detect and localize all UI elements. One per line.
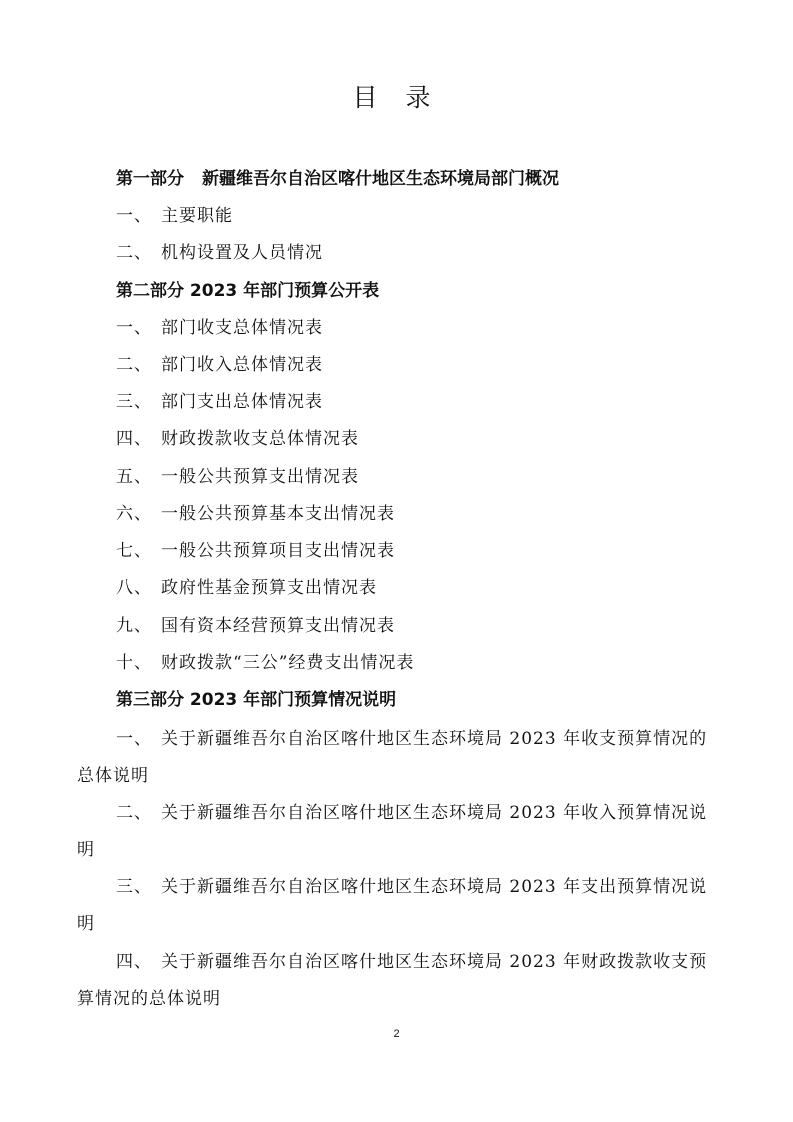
toc-item-text: 一般公共预算项目支出情况表: [161, 541, 395, 561]
toc-item-number: 一、: [116, 729, 152, 749]
toc-item: [116, 577, 377, 599]
toc-item-continuation: 算情况的总体说明: [77, 989, 221, 1009]
toc-item-text: 部门支出总体情况表: [161, 392, 323, 412]
toc-item-continuation: 总体说明: [77, 766, 149, 786]
toc-item-number: 四、: [116, 429, 152, 449]
toc-item-number: 五、: [116, 467, 152, 487]
toc-item-text: 财政拨款“三公”经费支出情况表: [161, 653, 415, 673]
toc-item-text: 关于新疆维吾尔自治区喀什地区生态环境局 2023 年支出预算情况说: [161, 877, 708, 897]
toc-item-number: 七、: [116, 541, 152, 561]
toc-item: [116, 354, 323, 376]
toc-part-3-heading: 第三部分 2023 年部门预算情况说明: [116, 690, 397, 710]
toc-item: [116, 317, 323, 339]
toc-item-number: 一、: [116, 318, 152, 338]
toc-item-text: 政府性基金预算支出情况表: [161, 578, 377, 598]
toc-item-text: 关于新疆维吾尔自治区喀什地区生态环境局 2023 年收入预算情况说: [161, 803, 708, 823]
toc-item-number: 四、: [116, 952, 152, 972]
toc-item-number: 六、: [116, 504, 152, 524]
toc-item: [116, 652, 414, 674]
toc-part-1-heading: [116, 168, 559, 190]
toc-item-text: 机构设置及人员情况: [161, 243, 323, 263]
toc-item-text: 一般公共预算基本支出情况表: [161, 504, 395, 524]
toc-item-number: 九、: [116, 616, 152, 636]
toc-item-continuation: 明: [77, 840, 95, 860]
toc-item: [116, 951, 707, 973]
page-number: 2: [393, 1028, 400, 1040]
toc-item: [116, 391, 323, 413]
toc-item: [116, 540, 395, 562]
toc-part-1-label: 第一部分: [116, 169, 184, 189]
toc-item-number: 二、: [116, 803, 152, 823]
toc-item-text: 关于新疆维吾尔自治区喀什地区生态环境局 2023 年收支预算情况的: [161, 729, 708, 749]
toc-item-text: 关于新疆维吾尔自治区喀什地区生态环境局 2023 年财政拨款收支预: [161, 952, 708, 972]
toc-item-text: 部门收支总体情况表: [161, 318, 323, 338]
toc-item: [116, 503, 395, 525]
toc-item: [116, 728, 707, 750]
toc-item-number: 十、: [116, 653, 152, 673]
toc-item: [116, 242, 323, 264]
toc-item-text: 主要职能: [161, 206, 233, 226]
toc-item-number: 二、: [116, 355, 152, 375]
toc-item: [116, 205, 233, 227]
toc-item-number: 二、: [116, 243, 152, 263]
toc-part-2-heading: 第二部分 2023 年部门预算公开表: [116, 281, 380, 301]
toc-item-number: 八、: [116, 578, 152, 598]
toc-item-text: 财政拨款收支总体情况表: [161, 429, 359, 449]
page-title: 目 录: [352, 83, 441, 112]
toc-item: [116, 876, 707, 898]
toc-item-text: 一般公共预算支出情况表: [161, 467, 359, 487]
toc-item: [116, 466, 359, 488]
toc-item: [116, 428, 359, 450]
toc-item-number: 三、: [116, 392, 152, 412]
toc-item: [116, 802, 707, 824]
toc-item-continuation: 明: [77, 914, 95, 934]
toc-item-text: 国有资本经营预算支出情况表: [161, 616, 395, 636]
toc-part-1-title: 新疆维吾尔自治区喀什地区生态环境局部门概况: [202, 169, 559, 189]
toc-item-number: 三、: [116, 877, 152, 897]
toc-item-text: 部门收入总体情况表: [161, 355, 323, 375]
toc-item: [116, 615, 395, 637]
toc-item-number: 一、: [116, 206, 152, 226]
